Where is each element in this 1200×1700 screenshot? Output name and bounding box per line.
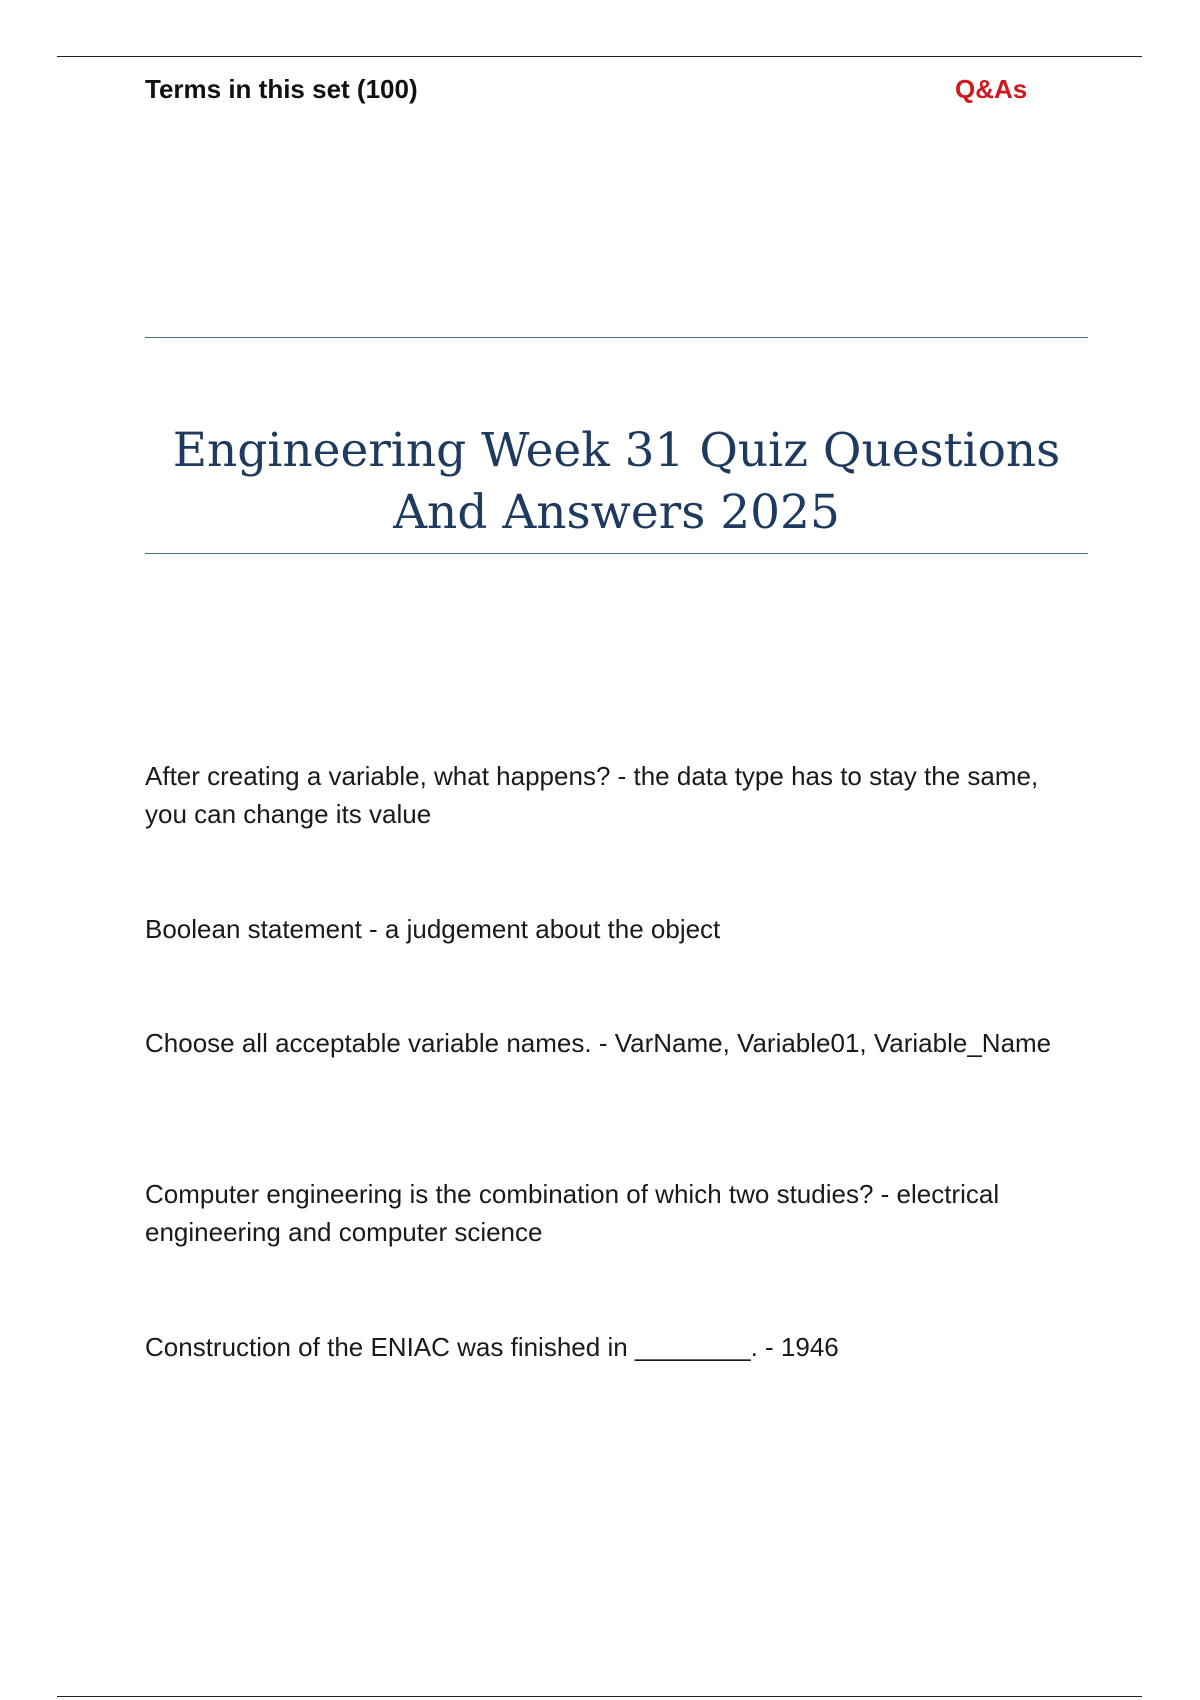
document-title-line-1: Engineering Week 31 Quiz Questions bbox=[172, 423, 1061, 478]
title-bottom-rule bbox=[145, 553, 1088, 554]
title-top-rule bbox=[145, 337, 1088, 338]
qa-item: After creating a variable, what happens? - the data type has to stay the same, you can change its value bbox=[145, 761, 1039, 829]
document-title bbox=[145, 420, 1088, 544]
terms-count-label: Terms in this set (100) bbox=[145, 74, 418, 104]
qa-item: Choose all acceptable variable names. - VarName, Variable01, Variable_Name bbox=[145, 1028, 1052, 1058]
qa-item: Computer engineering is the combination of which two studies? - electrical engineering and computer science bbox=[145, 1179, 1000, 1247]
qa-item: Construction of the ENIAC was finished in ________. - 1946 bbox=[145, 1332, 839, 1362]
top-rule bbox=[57, 56, 1142, 57]
document-title-line-2: And Answers 2025 bbox=[393, 485, 840, 540]
qas-label: Q&As bbox=[955, 74, 1028, 104]
qa-item: Boolean statement - a judgement about the object bbox=[145, 914, 721, 944]
bottom-rule bbox=[57, 1696, 1142, 1697]
